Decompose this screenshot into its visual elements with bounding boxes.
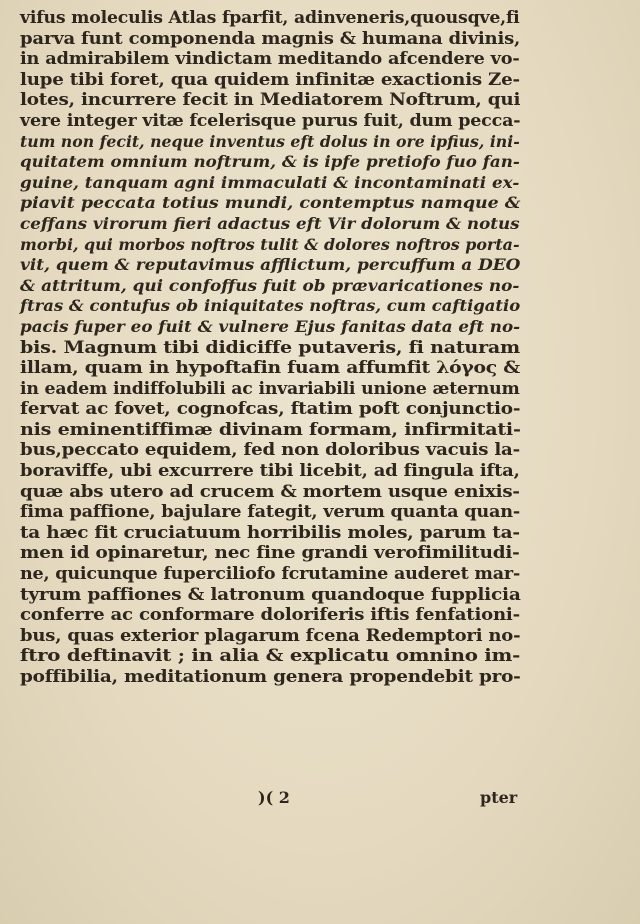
text-line: in admirabilem vindictam meditando afcendere vo- (20, 49, 520, 70)
text-line: vit, quem & reputavimus afflictum, percuffum a DEO (20, 255, 521, 275)
text-line: fervat ac fovet, cognofcas, ftatim poft conjunctio- (20, 399, 521, 420)
text-line: poffibilia, meditationum genera propendebit pro- (20, 667, 521, 687)
text-line: fima paffione, bajulare fategit, verum quanta quan- (20, 502, 521, 523)
text-line: conferre ac conformare doloriferis iftis fenfationi- (20, 605, 520, 626)
text-line: bus,peccato equidem, fed non doloribus vacuis la- (20, 440, 520, 461)
text-line: quæ abs utero ad crucem & mortem usque enixis- (20, 481, 520, 502)
text-line: lotes, incurrere fecit in Mediatorem Noftrum, qui (20, 90, 521, 111)
text-line: bus, quas exterior plagarum fcena Redemptori no- (20, 625, 521, 646)
body-text (20, 8, 520, 688)
text-line: illam, quam in hypoftafin fuam affumfit λόγος & (20, 358, 520, 379)
text-line: vifus moleculis Atlas fparfit, adinveneris,quousqve,fi (20, 8, 520, 28)
text-line: boraviffe, ubi excurrere tibi licebit, ad fingula ifta, (20, 461, 520, 482)
text-line: piavit peccata totius mundi, contemptus namque & (20, 193, 521, 213)
text-line: quitatem omnium noftrum, & is ipfe pretiofo fuo fan- (20, 152, 520, 172)
catchword: pter (480, 788, 518, 807)
text-line: guine, tanquam agni immaculati & incontaminati ex- (20, 172, 520, 192)
text-line: ftras & contufus ob iniquitates noftras, cum caftigatio (20, 296, 521, 316)
text-line: men id opinaretur, nec fine grandi verofimilitudi- (20, 543, 520, 564)
text-line: ta hæc fit cruciatuum horribilis moles, parum ta- (20, 522, 520, 543)
text-line: morbi, qui morbos noftros tulit & dolores noftros porta- (20, 234, 520, 254)
text-line: bis. Magnum tibi didiciffe putaveris, fi naturam (20, 337, 520, 358)
page-footer (0, 788, 640, 810)
text-line: lupe tibi foret, qua quidem infinitæ exactionis Ze- (20, 69, 520, 90)
text-line: tyrum paffiones & latronum quandoque fupplicia (20, 584, 521, 605)
text-line: vere integer vitæ fcelerisque purus fuit, dum pecca- (20, 110, 521, 131)
text-line: parva funt componenda magnis & humana divinis, (20, 28, 521, 49)
text-line: ne, quicunque fuperciliofo fcrutamine auderet mar- (20, 564, 521, 585)
text-line: pacis fuper eo fuit & vulnere Ejus fanitas data eft no- (20, 316, 521, 336)
signature-mark: )( 2 (258, 788, 290, 807)
text-line: ftro deftinavit ; in alia & explicatu omnino im- (20, 646, 521, 667)
text-line: in eadem indiffolubili ac invariabili unione æternum (20, 378, 520, 399)
text-line: tum non fecit, neque inventus eft dolus in ore ipfius, ini- (20, 131, 520, 151)
text-line: & attritum, qui confoffus fuit ob prævaricationes no- (20, 275, 520, 295)
text-line: ceffans virorum fieri adactus eft Vir dolorum & notus (20, 213, 520, 233)
text-line: nis eminentiffimæ divinam formam, infirmitati- (20, 419, 521, 440)
